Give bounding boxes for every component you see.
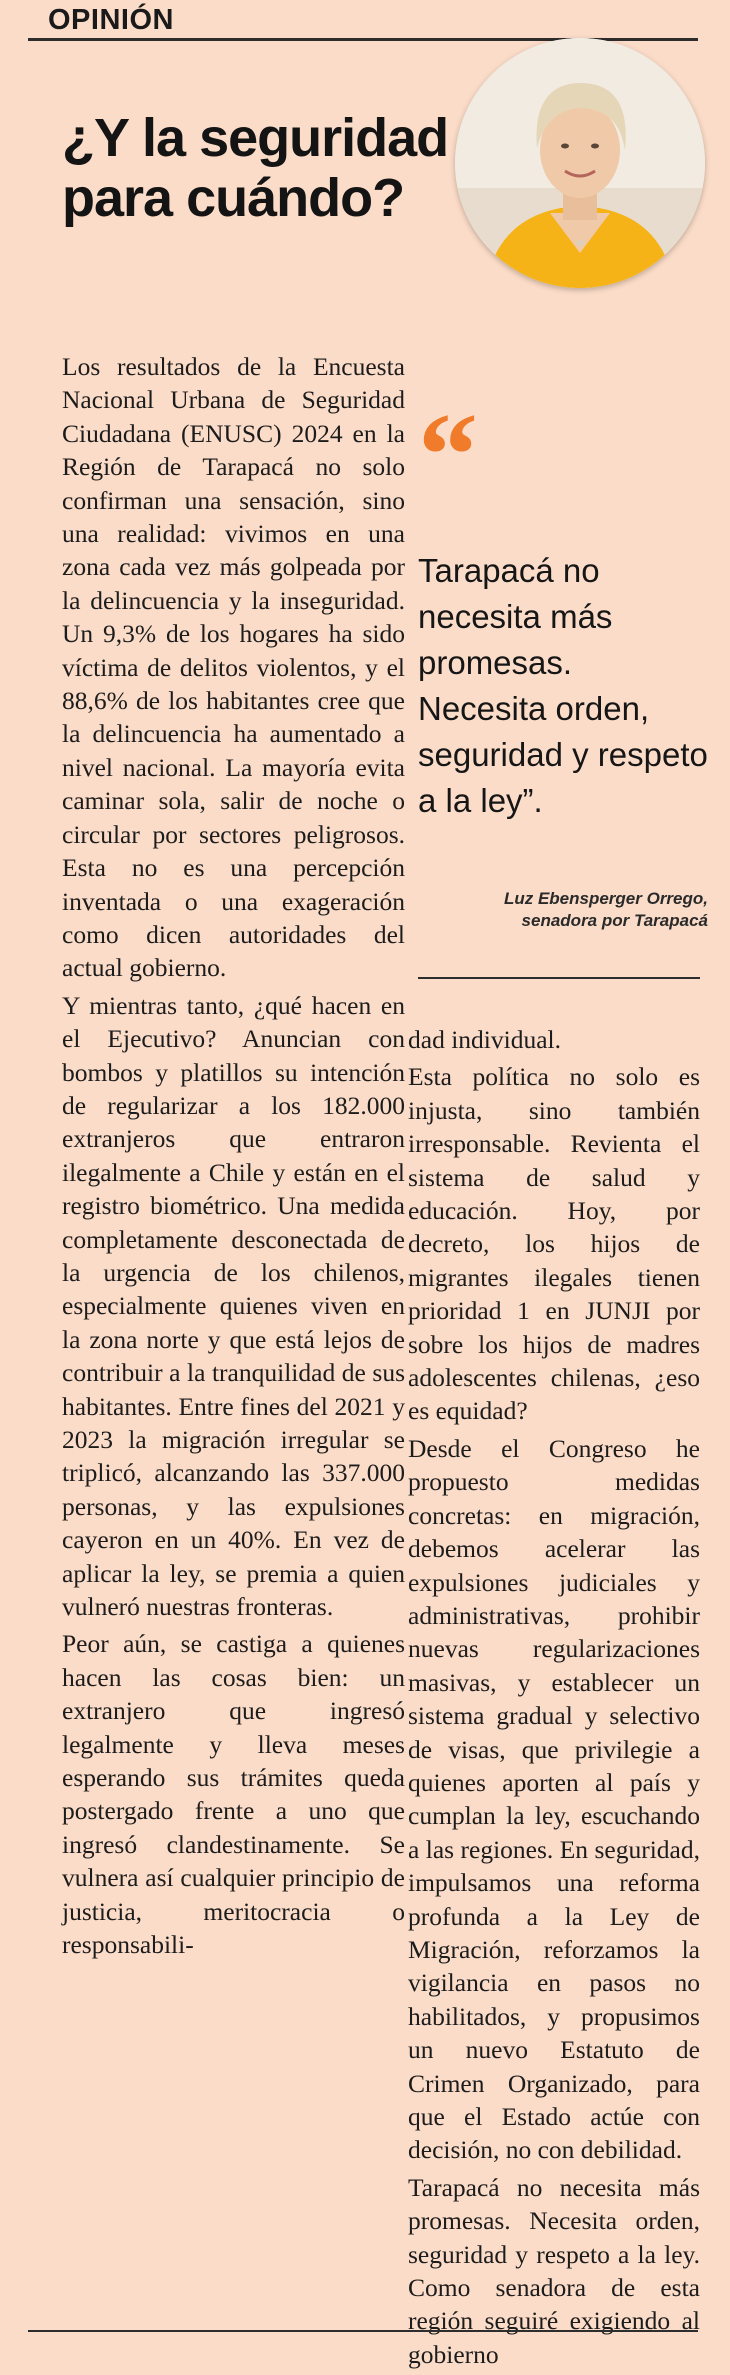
author-portrait <box>455 38 705 288</box>
article-column-2 <box>408 1023 700 2375</box>
author-name: Luz Ebensperger Orrego, <box>503 889 708 908</box>
section-label: OPINIÓN <box>48 4 174 36</box>
article-headline: ¿Y la seguridad para cuándo? <box>62 108 449 228</box>
column2-paragraph-4: Tarapacá no necesita más promesas. Necesita orden, seguridad y respeto a la ley. Como senadora de esta región seguiré exigiendo al gobierno <box>408 2172 700 2369</box>
quote-mark-icon: “ <box>418 388 478 521</box>
column1-paragraph-2: Y mientras tanto, ¿qué hacen en el Ejecutivo? Anuncian con bombos y platillos su intención de regularizar a los 182.000 extranjeros que entraron ilegalmente a Chile y están en el registro biométrico. Una medida completamente desconectada de la urgencia de los chilenos, especialmente quienes viven en la zona norte y que está lejos de contribuir a la tranquilidad de sus habitantes. Entre fines del 2021 y 2023 la migración irregular se triplicó, alcanzando las 337.000 personas, y las expulsiones cayeron en un 40%. En vez de aplicar la ley, se premia a quien vulneró nuestras fronteras. <box>62 990 405 1622</box>
pull-quote-author <box>418 888 708 932</box>
pull-quote-text: Tarapacá no necesita más promesas. Necesita orden, seguridad y respeto a la ley”. <box>418 552 708 819</box>
column1-paragraph-3: Peor aún, se castiga a quienes hacen las cosas bien: un extranjero que ingresó legalmente y lleva meses esperando sus trámites queda postergado frente a uno que ingresó clandestinamente. Se vulnera así cualquier principio de justicia, meritocracia o responsabili- <box>62 1629 405 1960</box>
section-header <box>28 0 698 41</box>
quote-divider <box>418 977 700 979</box>
column2-paragraph-2: Esta política no solo es injusta, sino también irresponsable. Revienta el sistema de salud y educación. Hoy, por decreto, los hijos de migrantes ilegales tienen prioridad 1 en JUNJI por sobre los hijos de madres adolescentes chilenas, ¿eso es equidad? <box>408 1062 700 1426</box>
portrait-illustration <box>455 38 705 288</box>
bottom-divider <box>28 2330 698 2332</box>
article-column-1 <box>62 350 405 1966</box>
column2-paragraph-1: dad individual. <box>408 1025 561 1054</box>
column1-paragraph-1: Los resultados de la Encuesta Nacional Urbana de Seguridad Ciudadana (ENUSC) 2024 en la Región de Tarapacá no solo confirman una sensación, sino una realidad: vivimos en una zona cada vez más golpeada por la delincuencia y la inseguridad. Un 9,3% de los hogares ha sido víctima de delitos violentos, y el 88,6% de los habitantes cree que la delincuencia ha aumentado a nivel nacional. La mayoría evita caminar sola, salir de noche o circular por sectores peligrosos. Esta no es una percepción inventada o una exageración como dicen autoridades del actual gobierno. <box>62 352 405 983</box>
author-role: senadora por Tarapacá <box>521 911 708 930</box>
column2-paragraph-3: Desde el Congreso he propuesto medidas concretas: en migración, debemos acelerar las expulsiones judiciales y administrativas, prohibir nuevas regularizaciones masivas, y establecer un sistema gradual y selectivo de visas, que privilegie a quienes aporten al país y cumplan la ley, escuchando a las regiones. En seguridad, impulsamos una reforma profunda a la Ley de Migración, reforzamos la vigilancia en pasos no habilitados, y propusimos un nuevo Estatuto de Crimen Organizado, para que el Estado actúe con decisión, no con debilidad. <box>408 1433 700 2165</box>
